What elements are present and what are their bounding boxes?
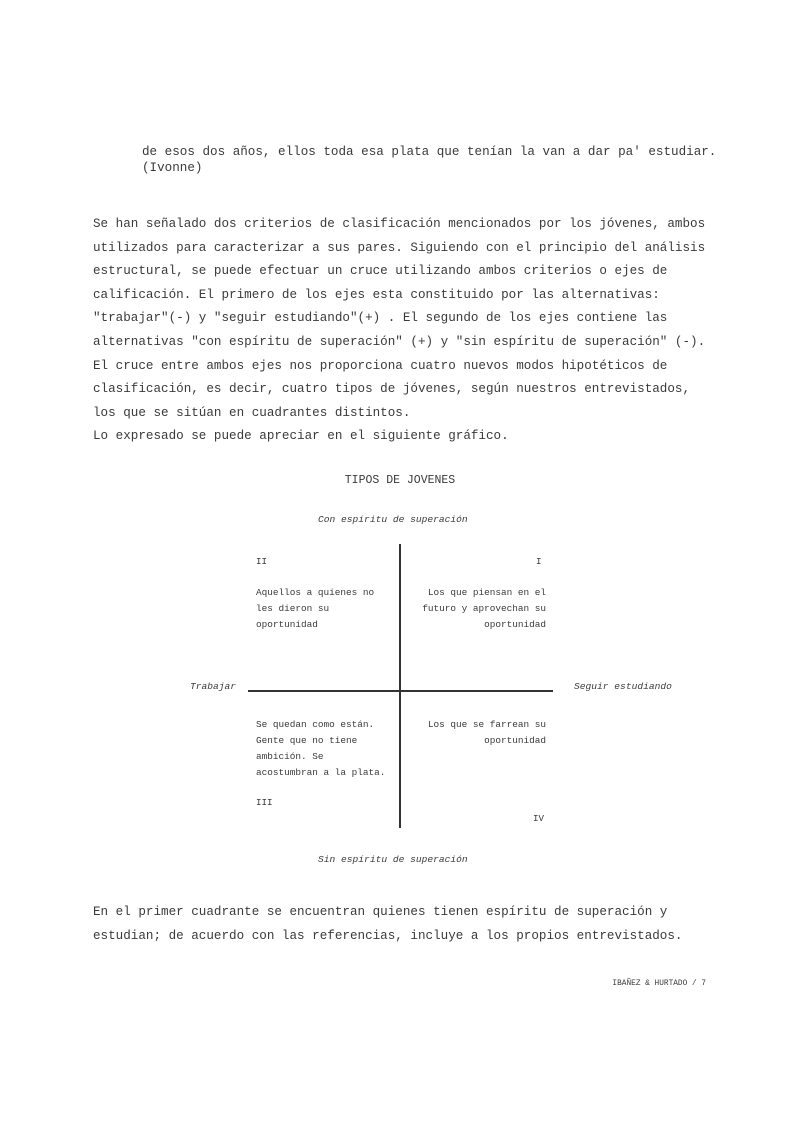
quadrant-4-line: oportunidad (484, 735, 546, 746)
quadrant-2-line: oportunidad (256, 619, 318, 630)
paragraph-line: clasificación, es decir, cuatro tipos de jóvenes, según nuestros entrevistados, (93, 382, 691, 397)
quadrant-4-number: IV (533, 813, 545, 824)
quadrant-3-line: ambición. Se (256, 751, 324, 762)
quadrant-3-number: III (256, 797, 273, 808)
quadrant-2-line: les dieron su (256, 603, 330, 614)
axis-label-right: Seguir estudiando (574, 681, 672, 692)
paragraph-line: "trabajar"(-) y "seguir estudiando"(+) . El segundo de los ejes contiene las (93, 311, 668, 326)
page-footer: IBAÑEZ & HURTADO / 7 (612, 980, 706, 988)
axis-label-left: Trabajar (190, 681, 237, 692)
quadrant-1-text (408, 585, 546, 633)
quadrant-1-number: I (536, 556, 542, 567)
vertical-axis (399, 544, 401, 828)
body-paragraph (93, 213, 733, 449)
paragraph-line: El cruce entre ambos ejes nos proporciona cuatro nuevos modos hipotéticos de (93, 358, 668, 373)
quadrant-1-line: oportunidad (484, 619, 546, 630)
paragraph-line: alternativas "con espíritu de superación" (+) y "sin espíritu de superación" (-). (93, 334, 706, 349)
quadrant-1-line: futuro y aprovechan su (422, 603, 546, 614)
paragraph-line: calificación. El primero de los ejes esta constituido por las alternativas: (93, 287, 660, 302)
axis-label-bottom: Sin espíritu de superación (318, 854, 468, 865)
closing-line: estudian; de acuerdo con las referencias, incluye a los propios entrevistados. (93, 928, 683, 943)
block-quote (142, 144, 742, 176)
paragraph-line: utilizados para caracterizar a sus pares. Siguiendo con el principio del análisis (93, 240, 706, 255)
quadrant-3-line: Se quedan como están. (256, 719, 375, 730)
quadrant-3-line: Gente que no tiene (256, 735, 358, 746)
quadrant-1-line: Los que piensan en el (427, 587, 546, 598)
diagram-title: TIPOS DE JOVENES (344, 474, 456, 487)
paragraph-line: Se han señalado dos criterios de clasificación mencionados por los jóvenes, ambos (93, 217, 706, 231)
closing-line: En el primer cuadrante se encuentran quienes tienen espíritu de superación y (93, 905, 668, 919)
quote-attribution: (Ivonne) (142, 161, 203, 175)
closing-paragraph (93, 901, 733, 948)
paragraph-line: estructural, se puede efectuar un cruce utilizando ambos criterios o ejes de (93, 264, 668, 279)
horizontal-axis (248, 690, 553, 692)
quadrant-2-line: Aquellos a quienes no (256, 587, 375, 598)
quadrant-3-text (256, 717, 394, 781)
quadrant-2-number: II (256, 556, 268, 567)
paragraph-line: los que se sitúan en cuadrantes distintos. (93, 405, 411, 420)
paragraph-line: Lo expresado se puede apreciar en el siguiente gráfico. (93, 429, 509, 444)
axis-label-top: Con espíritu de superación (318, 514, 468, 525)
quadrant-4-text (408, 717, 546, 749)
quote-line: de esos dos años, ellos toda esa plata que tenían la van a dar pa' estudiar. (142, 145, 717, 159)
quadrant-4-line: Los que se farrean su (427, 719, 546, 730)
quadrant-2-text (256, 585, 394, 633)
quadrant-3-line: acostumbran a la plata. (256, 767, 386, 778)
